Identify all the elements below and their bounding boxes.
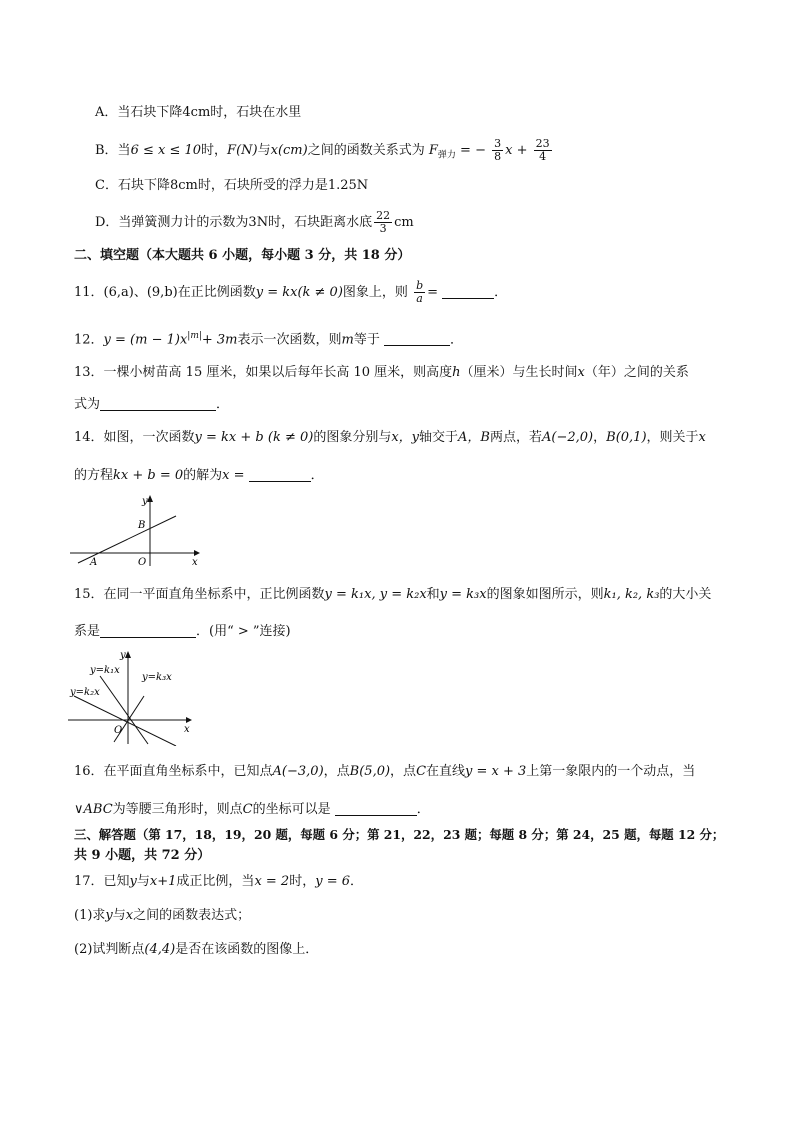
q15-label-k3: y=k₃x	[142, 672, 172, 683]
q14-point-a: A	[90, 557, 98, 568]
fraction-3-8: $\frac{3}{8}$	[494, 137, 502, 163]
section-2-title: 二、填空题（本大题共 6 小题，每小题 3 分，共 18 分）	[74, 248, 411, 263]
question-15-line-1: 15．在同一平面直角坐标系中，正比例函数y = k₁x, y = k₂x和y = k₃x的图象如图所示，则k₁, k₂, k₃的大小关	[74, 587, 712, 602]
question-13-line-1: 13．一棵小树苗高 15 厘米，如果以后每年长高 10 厘米，则高度h（厘米）与生长时间x（年）之间的关系	[74, 365, 689, 380]
question-12: 12．$y = (m - 1)x^{|m|}+ 3m$表示一次函数，则m等于 ．	[74, 331, 464, 348]
q15-line-k2	[74, 696, 176, 746]
q14-graph-figure	[66, 492, 202, 570]
q15-origin: O	[114, 725, 123, 736]
q15-graph-figure	[64, 646, 198, 746]
answer-blank-14[interactable]	[249, 467, 311, 482]
question-14-line-2: 的方程kx + b = 0的解为x = ．	[74, 468, 324, 483]
question-16-line-1: 16．在平面直角坐标系中，已知点A(−3,0)，点B(5,0)，点C在直线y = x + 3上第一象限内的一个动点，当	[74, 764, 696, 779]
q14-x-label: x	[192, 557, 198, 568]
fraction-22-3: $\frac{22}{3}$	[376, 209, 391, 235]
answer-blank-16[interactable]	[335, 801, 417, 816]
answer-blank-11[interactable]	[442, 284, 494, 299]
question-15-line-2: 系是 ．(用“ > ”连接)	[74, 624, 291, 639]
section-3-title-line-2: 共 9 小题，共 72 分）	[74, 848, 211, 863]
q15-label-k2: y=k₂x	[70, 687, 100, 698]
question-11: 11．(6,a)、(9,b)在正比例函数y = kx(k ≠ 0)图象上，则 $\frac{b}{a}$ = ．	[74, 279, 508, 305]
q15-line-k1	[100, 676, 148, 744]
option-b: B．当6 ≤ x ≤ 10时，F(N)与x(cm)之间的函数关系式为 $F_{弹力}$ = − $\frac{3}{8}$ x + $\frac{23}{4}$	[95, 137, 550, 163]
option-a: A．当石块下降4cm时，石块在水里	[95, 105, 302, 120]
q15-label-k1: y=k₁x	[90, 665, 120, 676]
fraction-23-4: $\frac{23}{4}$	[535, 137, 550, 163]
option-d: D．当弹簧测力计的示数为3N时，石块距离水底 $\frac{22}{3}$ cm	[95, 209, 414, 235]
answer-blank-15[interactable]	[100, 623, 196, 638]
q15-x-label: x	[184, 724, 190, 735]
fraction-b-a: $\frac{b}{a}$	[416, 279, 424, 305]
answer-blank-13[interactable]	[100, 396, 216, 411]
q15-y-label: y	[120, 650, 126, 661]
question-17-part-1: (1)求y与x之间的函数表达式；	[74, 908, 251, 923]
q14-point-b: B	[138, 520, 146, 531]
question-17-part-2: (2)试判断点(4,4)是否在该函数的图像上．	[74, 942, 319, 957]
question-13-line-2: 式为 ．	[74, 397, 230, 412]
section-3-title-line-1: 三、解答题（第 17，18，19，20 题，每题 6 分；第 21，22，23 题；每题 8 分；第 24，25 题，每题 12 分；	[74, 827, 725, 842]
answer-blank-12[interactable]	[384, 331, 450, 346]
q14-origin: O	[138, 557, 147, 568]
option-c: C．石块下降8cm时，石块所受的浮力是1.25N	[95, 178, 369, 193]
question-17: 17．已知y与x+1成正比例，当x = 2时，y = 6．	[74, 874, 364, 889]
question-16-line-2: ∨ABC为等腰三角形时，则点C的坐标可以是 ．	[74, 802, 430, 817]
q14-y-label: y	[142, 496, 148, 507]
question-14-line-1: 14．如图，一次函数y = kx + b (k ≠ 0)的图象分别与x，y轴交于A，B两点，若A(−2,0)，B(0,1)，则关于x	[74, 430, 706, 445]
